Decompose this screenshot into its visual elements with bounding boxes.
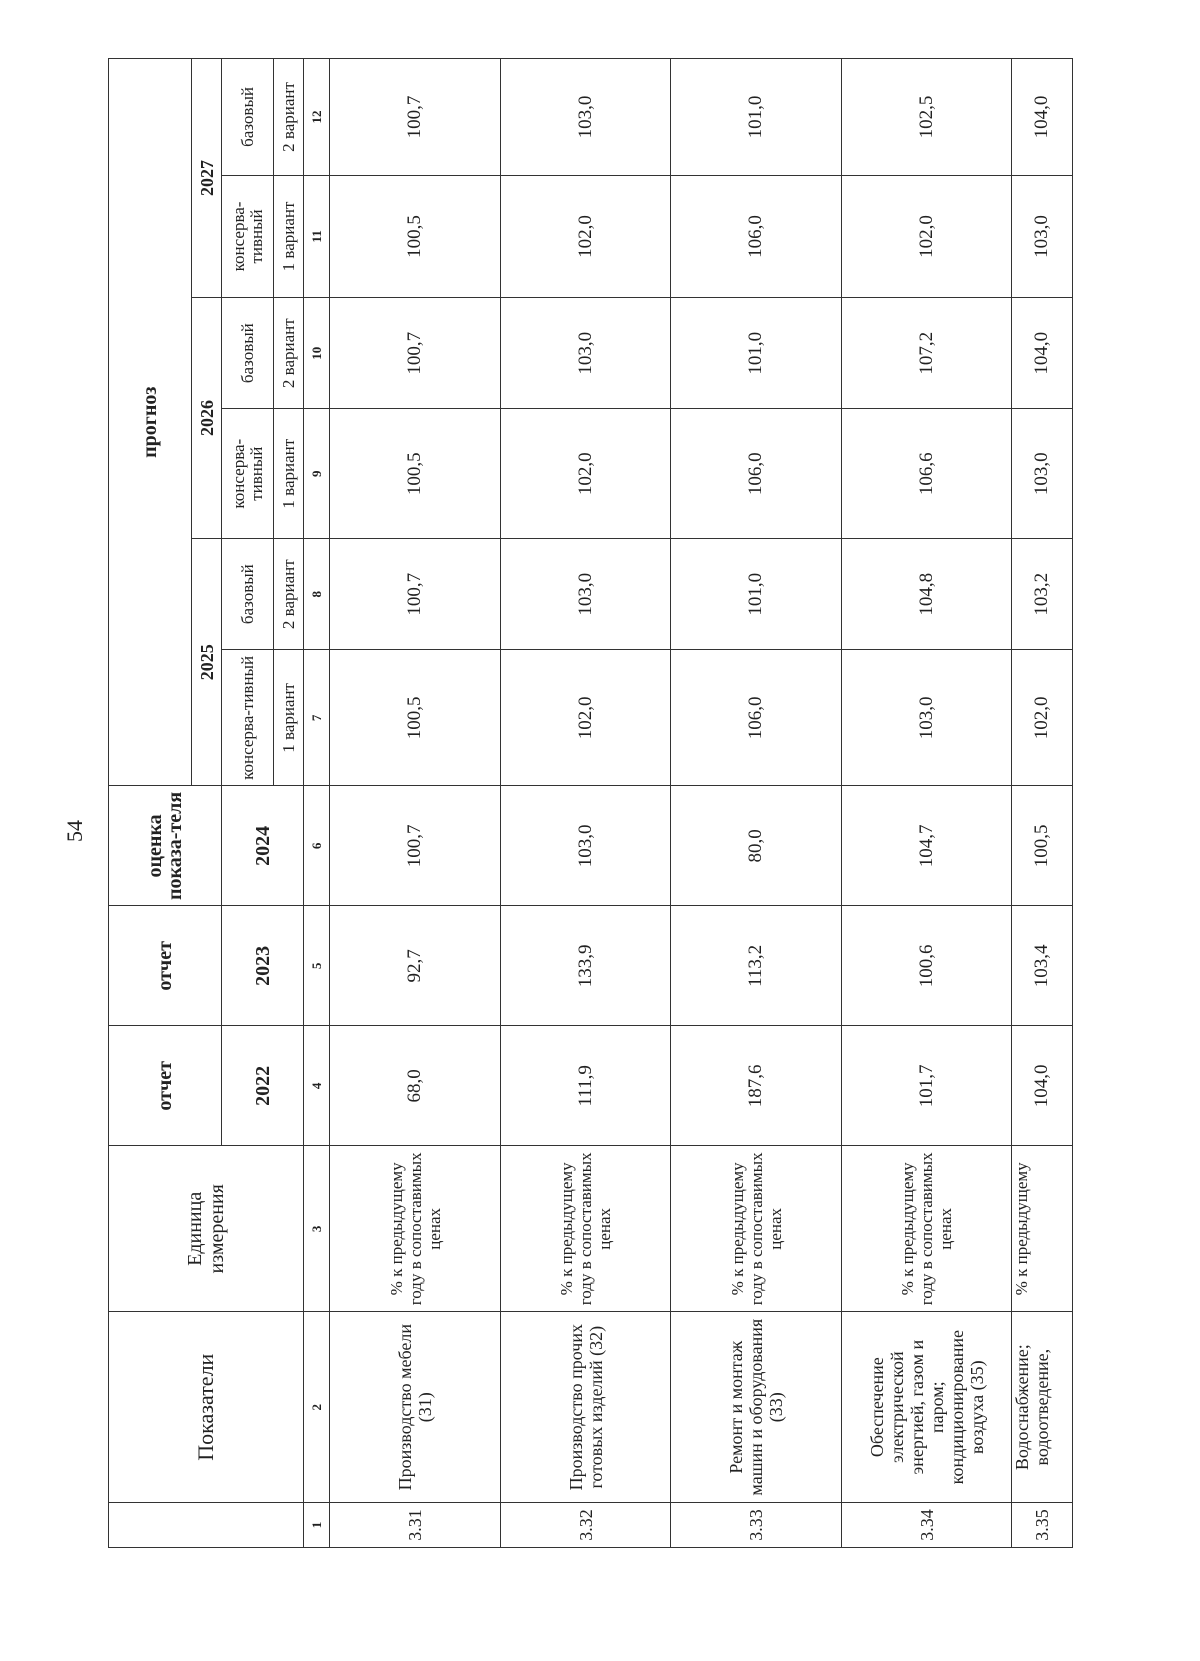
header-forecast: прогноз: [109, 59, 192, 786]
indicator-name: Ремонт и монтаж машин и оборудования (33): [671, 1312, 842, 1503]
header-2026-conservative: консерва-тивный: [222, 409, 274, 539]
row-number: 3.33: [671, 1503, 842, 1548]
rotated-table-container: [108, 58, 1073, 1548]
value-2023: 113,2: [671, 906, 842, 1026]
value-2025-v2: 103,0: [500, 538, 671, 649]
value-2026-v2: 107,2: [841, 297, 1012, 408]
row-number: 3.35: [1012, 1503, 1073, 1548]
col-number: 10: [304, 297, 330, 408]
row-number: 3.32: [500, 1503, 671, 1548]
value-2025-v2: 104,8: [841, 538, 1012, 649]
value-2026-v1: 103,0: [1012, 409, 1073, 539]
header-2027: 2027: [192, 59, 222, 298]
value-2027-v1: 102,0: [841, 175, 1012, 297]
unit-cell: % к предыдущему: [1012, 1146, 1073, 1312]
unit-cell: % к предыдущему году в сопоставимых ценах: [500, 1146, 671, 1312]
header-2026: 2026: [192, 297, 222, 538]
value-2026-v2: 103,0: [500, 297, 671, 408]
value-2025-v2: 101,0: [671, 538, 842, 649]
value-2026-v1: 106,0: [671, 409, 842, 539]
col-number: 8: [304, 538, 330, 649]
header-estimate: оценка показа-теля: [109, 786, 222, 906]
header-2027-variant1: 1 вариант: [274, 175, 304, 297]
value-2027-v1: 106,0: [671, 175, 842, 297]
value-2027-v1: 100,5: [330, 175, 501, 297]
header-2025-variant1: 1 вариант: [274, 650, 304, 786]
table-row: [330, 59, 501, 1548]
header-report-2022: отчет: [109, 1026, 222, 1146]
header-2026-variant1: 1 вариант: [274, 409, 304, 539]
header-2027-conservative: консерва-тивный: [222, 175, 274, 297]
col-number: 1: [304, 1503, 330, 1548]
value-2023: 133,9: [500, 906, 671, 1026]
col-number: 12: [304, 59, 330, 176]
value-2023: 103,4: [1012, 906, 1073, 1026]
row-number: 3.31: [330, 1503, 501, 1548]
value-2024: 100,7: [330, 786, 501, 906]
col-number: 11: [304, 175, 330, 297]
value-2022: 187,6: [671, 1026, 842, 1146]
col-number: 9: [304, 409, 330, 539]
forecast-table: [108, 58, 1073, 1548]
value-2026-v1: 106,6: [841, 409, 1012, 539]
value-2027-v2: 102,5: [841, 59, 1012, 176]
value-2024: 100,5: [1012, 786, 1073, 906]
value-2024: 80,0: [671, 786, 842, 906]
value-2025-v1: 103,0: [841, 650, 1012, 786]
value-2022: 68,0: [330, 1026, 501, 1146]
header-2025-variant2: 2 вариант: [274, 538, 304, 649]
indicator-name: Производство прочих готовых изделий (32): [500, 1312, 671, 1503]
value-2027-v2: 100,7: [330, 59, 501, 176]
col-number: 7: [304, 650, 330, 786]
value-2022: 111,9: [500, 1026, 671, 1146]
value-2023: 100,6: [841, 906, 1012, 1026]
value-2025-v1: 100,5: [330, 650, 501, 786]
value-2024: 104,7: [841, 786, 1012, 906]
value-2025-v2: 103,2: [1012, 538, 1073, 649]
header-blank: [109, 1503, 304, 1548]
header-2027-variant2: 2 вариант: [274, 59, 304, 176]
indicator-name: Водоснабжение; водоотведение,: [1012, 1312, 1073, 1503]
value-2024: 103,0: [500, 786, 671, 906]
unit-cell: % к предыдущему году в сопоставимых ценах: [841, 1146, 1012, 1312]
header-indicators: Показатели: [109, 1312, 304, 1503]
header-2025: 2025: [192, 538, 222, 785]
col-number: 2: [304, 1312, 330, 1503]
header-2026-variant2: 2 вариант: [274, 297, 304, 408]
table-row: [1012, 59, 1073, 1548]
value-2026-v2: 104,0: [1012, 297, 1073, 408]
value-2022: 101,7: [841, 1026, 1012, 1146]
column-number-row: [304, 59, 330, 1548]
header-2026-base: базовый: [222, 297, 274, 408]
value-2026-v1: 100,5: [330, 409, 501, 539]
unit-cell: % к предыдущему году в сопоставимых ценах: [671, 1146, 842, 1312]
table-row: [500, 59, 671, 1548]
value-2026-v1: 102,0: [500, 409, 671, 539]
value-2026-v2: 101,0: [671, 297, 842, 408]
value-2025-v1: 102,0: [500, 650, 671, 786]
header-year-2023: 2023: [222, 906, 304, 1026]
col-number: 5: [304, 906, 330, 1026]
value-2025-v2: 100,7: [330, 538, 501, 649]
row-number: 3.34: [841, 1503, 1012, 1548]
indicator-name: Производство мебели (31): [330, 1312, 501, 1503]
value-2023: 92,7: [330, 906, 501, 1026]
value-2027-v1: 102,0: [500, 175, 671, 297]
unit-cell: % к предыдущему году в сопоставимых ценах: [330, 1146, 501, 1312]
table-row: [841, 59, 1012, 1548]
value-2022: 104,0: [1012, 1026, 1073, 1146]
value-2027-v1: 103,0: [1012, 175, 1073, 297]
col-number: 3: [304, 1146, 330, 1312]
value-2026-v2: 100,7: [330, 297, 501, 408]
header-report-2023: отчет: [109, 906, 222, 1026]
header-year-2024: 2024: [222, 786, 304, 906]
indicator-name: Обеспечение электрической энергией, газом и паром; кондиционирование воздуха (35): [841, 1312, 1012, 1503]
header-2025-conservative: консерва-тивный: [222, 650, 274, 786]
table-row: [671, 59, 842, 1548]
header-year-2022: 2022: [222, 1026, 304, 1146]
value-2025-v1: 102,0: [1012, 650, 1073, 786]
header-2025-base: базовый: [222, 538, 274, 649]
header-unit: Единица измерения: [109, 1146, 304, 1312]
value-2025-v1: 106,0: [671, 650, 842, 786]
col-number: 4: [304, 1026, 330, 1146]
value-2027-v2: 104,0: [1012, 59, 1073, 176]
value-2027-v2: 103,0: [500, 59, 671, 176]
header-2027-base: базовый: [222, 59, 274, 176]
page-number: 54: [62, 820, 87, 842]
value-2027-v2: 101,0: [671, 59, 842, 176]
col-number: 6: [304, 786, 330, 906]
